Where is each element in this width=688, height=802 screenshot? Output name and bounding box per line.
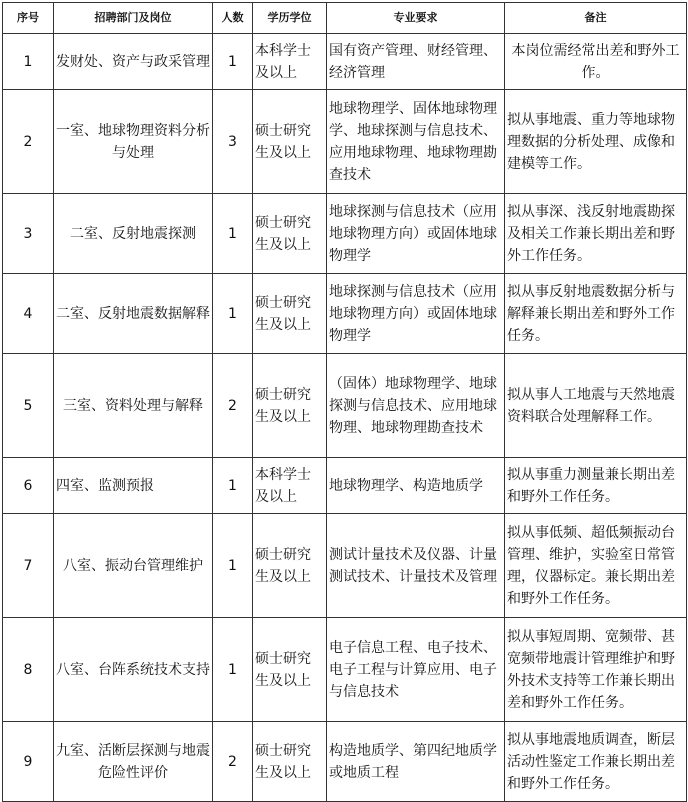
cell-note: 拟从事低频、超低频振动台管理、维护，实验室日常管理，仪器标定。兼长期出差和野外工作任务。: [505, 514, 687, 618]
cell-no: 7: [3, 514, 54, 618]
cell-note: 拟从事深、浅反射地震勘探及相关工作兼长期出差和野外工作任务。: [505, 194, 687, 274]
cell-edu: 本科学士及以上: [253, 458, 327, 514]
header-count: 人数: [213, 3, 253, 34]
cell-count: 2: [213, 722, 253, 802]
header-dept: 招聘部门及岗位: [54, 3, 213, 34]
cell-edu: 本科学士及以上: [253, 34, 327, 90]
cell-note: 拟从事地震、重力等地球物理数据的分析处理、成像和建模等工作。: [505, 90, 687, 194]
table-row: [3, 514, 687, 618]
cell-major: 地球物理学、固体地球物理学、地球探测与信息技术、应用地球物理、地球物理勘查技术: [327, 90, 505, 194]
table-row: [3, 194, 687, 274]
cell-edu: 硕士研究生及以上: [253, 722, 327, 802]
cell-note: 拟从事人工地震与天然地震资料联合处理解释工作。: [505, 354, 687, 458]
cell-edu: 硕士研究生及以上: [253, 274, 327, 354]
cell-dept: 九室、活断层探测与地震危险性评价: [54, 722, 213, 802]
table-row: [3, 618, 687, 722]
cell-major: （固体）地球物理学、地球探测与信息技术、应用地球物理、地球物理勘查技术: [327, 354, 505, 458]
cell-dept: 二室、反射地震数据解释: [54, 274, 213, 354]
cell-count: 1: [213, 194, 253, 274]
cell-major: 地球探测与信息技术（应用地球物理方向）或固体地球物理学: [327, 274, 505, 354]
cell-no: 5: [3, 354, 54, 458]
cell-note: 本岗位需经常出差和野外工作。: [505, 34, 687, 90]
cell-edu: 硕士研究生及以上: [253, 514, 327, 618]
header-row: [3, 3, 687, 34]
cell-no: 6: [3, 458, 54, 514]
cell-note: 拟从事地震地质调查，断层活动性鉴定工作兼长期出差和野外工作任务。: [505, 722, 687, 802]
table-row: [3, 34, 687, 90]
cell-edu: 硕士研究生及以上: [253, 618, 327, 722]
cell-note: 拟从事重力测量兼长期出差和野外工作任务。: [505, 458, 687, 514]
table-row: [3, 90, 687, 194]
cell-no: 1: [3, 34, 54, 90]
cell-count: 1: [213, 618, 253, 722]
table-row: [3, 722, 687, 802]
cell-edu: 硕士研究生及以上: [253, 354, 327, 458]
cell-count: 1: [213, 458, 253, 514]
cell-major: 电子信息工程、电子技术、电子工程与计算应用、电子与信息技术: [327, 618, 505, 722]
table-row: [3, 458, 687, 514]
cell-no: 9: [3, 722, 54, 802]
cell-count: 1: [213, 34, 253, 90]
cell-no: 4: [3, 274, 54, 354]
cell-note: 拟从事短周期、宽频带、甚宽频带地震计管理维护和野外技术支持等工作兼长期出差和野外工作任务。: [505, 618, 687, 722]
cell-major: 地球探测与信息技术（应用地球物理方向）或固体地球物理学: [327, 194, 505, 274]
cell-major: 国有资产管理、财经管理、经济管理: [327, 34, 505, 90]
cell-dept: 三室、资料处理与解释: [54, 354, 213, 458]
cell-dept: 一室、地球物理资料分析与处理: [54, 90, 213, 194]
cell-major: 构造地质学、第四纪地质学或地质工程: [327, 722, 505, 802]
cell-note: 拟从事反射地震数据分析与解释兼长期出差和野外工作任务。: [505, 274, 687, 354]
cell-major: 测试计量技术及仪器、计量测试技术、计量技术及管理: [327, 514, 505, 618]
cell-edu: 硕士研究生及以上: [253, 90, 327, 194]
header-major: 专业要求: [327, 3, 505, 34]
table-row: [3, 274, 687, 354]
cell-count: 1: [213, 274, 253, 354]
cell-count: 1: [213, 514, 253, 618]
cell-dept: 四室、监测预报: [54, 458, 213, 514]
cell-no: 2: [3, 90, 54, 194]
cell-count: 3: [213, 90, 253, 194]
recruitment-table: [2, 2, 687, 802]
cell-edu: 硕士研究生及以上: [253, 194, 327, 274]
cell-no: 8: [3, 618, 54, 722]
header-note: 备注: [505, 3, 687, 34]
cell-no: 3: [3, 194, 54, 274]
cell-dept: 发财处、资产与政采管理: [54, 34, 213, 90]
header-edu: 学历学位: [253, 3, 327, 34]
cell-dept: 二室、反射地震探测: [54, 194, 213, 274]
cell-dept: 八室、振动台管理维护: [54, 514, 213, 618]
cell-dept: 八室、台阵系统技术支持: [54, 618, 213, 722]
cell-major: 地球物理学、构造地质学: [327, 458, 505, 514]
header-no: 序号: [3, 3, 54, 34]
cell-count: 2: [213, 354, 253, 458]
table-row: [3, 354, 687, 458]
